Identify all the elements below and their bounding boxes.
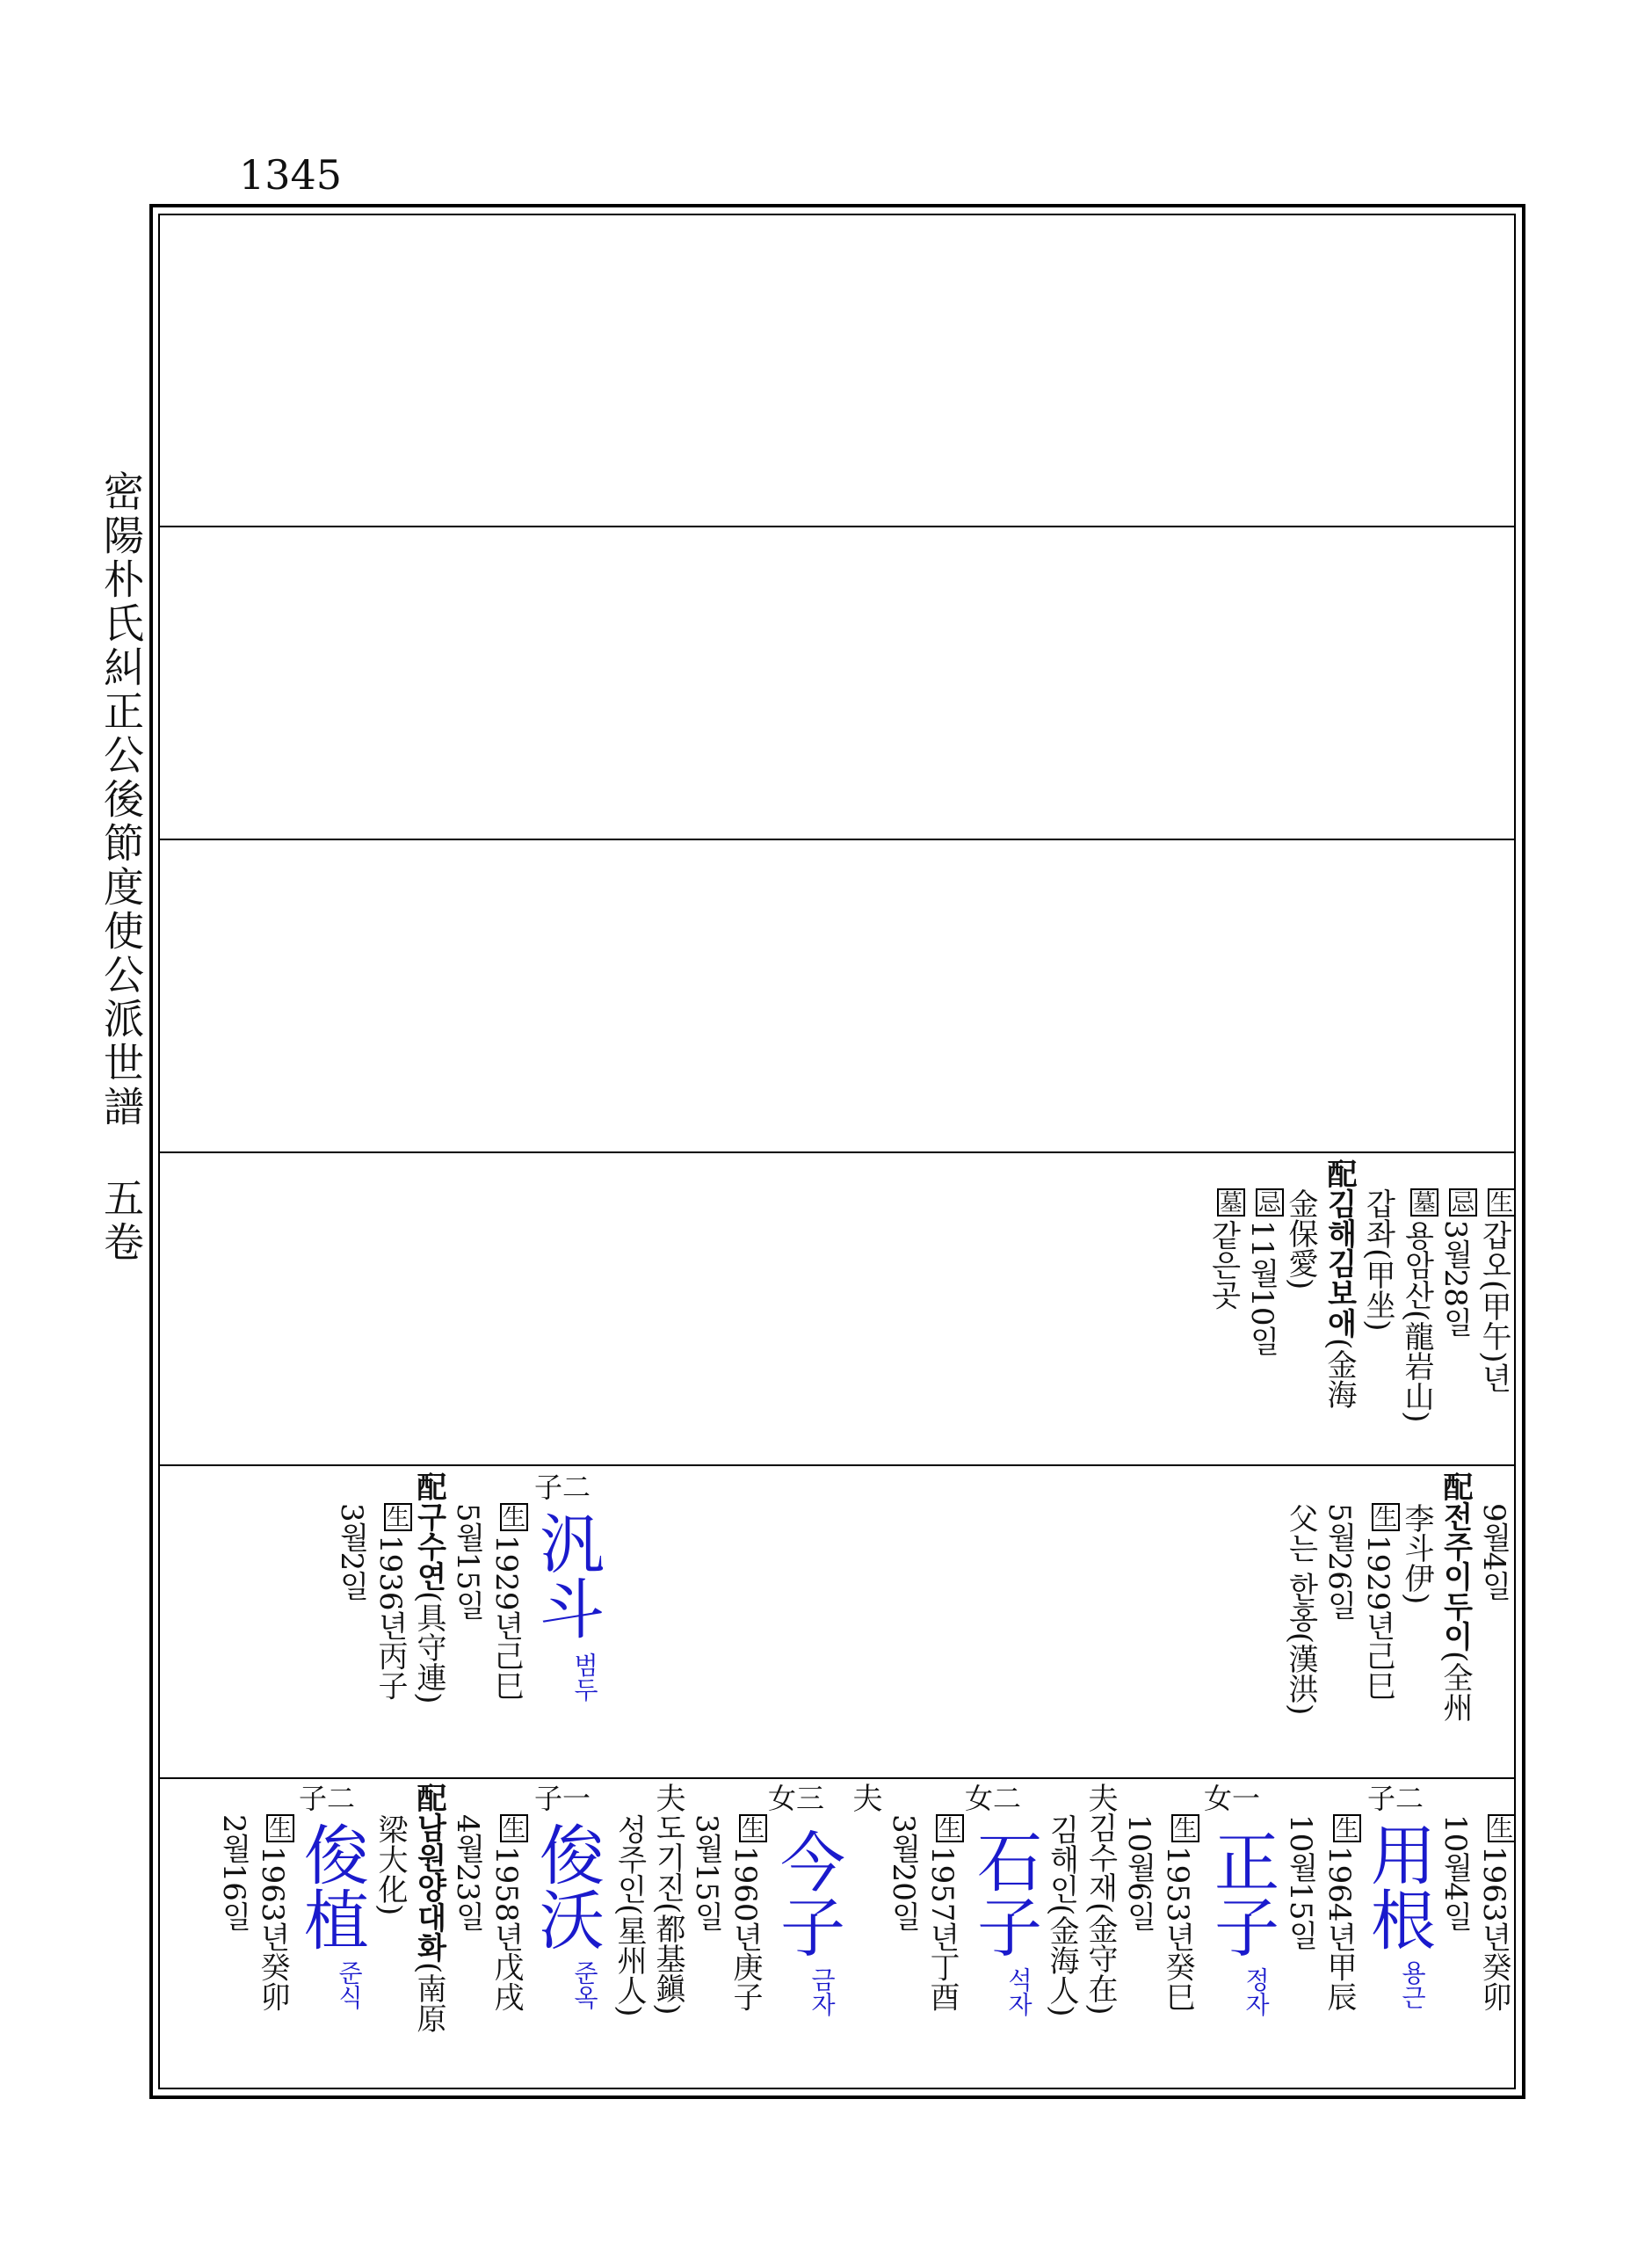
spine-volume: 五卷 xyxy=(98,1177,145,1265)
s5-son-birth-line: 生1929년己巳 xyxy=(489,1503,528,1701)
s6-p6-spouse-line: 配남원양대화(南原 xyxy=(411,1783,446,2034)
s6-p3-header: 女一 xyxy=(1204,1782,1261,1815)
s6-p4-birth-line: 生1957년丁酉 xyxy=(924,1814,964,2012)
s5-son-name: 汎斗 xyxy=(529,1510,605,1640)
spine-title-text: 密陽朴氏糾正公後節度使公派世譜 xyxy=(98,470,145,1130)
s6-p5-husband-origin: 성주인(星州人) xyxy=(612,1814,647,2017)
s6-p1-birth-date: 10월4일 xyxy=(1438,1814,1473,1931)
birth-mark: 生 xyxy=(266,1814,294,1842)
s6-p6-name: 俊沃 xyxy=(529,1821,605,1951)
birth-mark: 生 xyxy=(1488,1814,1516,1842)
section-divider-2 xyxy=(158,839,1516,840)
birth-mark: 生 xyxy=(500,1814,528,1842)
s6-p3-name: 正子 xyxy=(1204,1828,1279,1958)
s6-p4-husband: 夫 xyxy=(847,1783,882,1812)
s5-son-spouse-line: 配구수연(具守連) xyxy=(411,1471,446,1704)
s5-spouse-birth-date: 5월26일 xyxy=(1322,1503,1357,1620)
s6-p7-header: 子二 xyxy=(299,1782,356,1815)
s4-spouse-grave-line: 墓같은곳 xyxy=(1206,1188,1245,1310)
s6-p3-birth-line: 生1953년癸巳 xyxy=(1160,1814,1199,2012)
spouse-mark: 配 xyxy=(1438,1471,1473,1501)
s6-p2-birth-date: 10월15일 xyxy=(1283,1814,1318,1950)
s5-son-spouse-birth-line: 生1936년丙子 xyxy=(373,1503,412,1701)
s6-p4-reading: 석자 xyxy=(1004,1967,1033,2016)
section-divider-5 xyxy=(158,1777,1516,1779)
s4-orientation-line: 갑좌(甲坐) xyxy=(1360,1188,1395,1332)
s5-spouse-birth-line: 生1929년己巳 xyxy=(1360,1503,1400,1701)
s6-p2-header: 子二 xyxy=(1367,1782,1424,1815)
s6-p5-header: 女三 xyxy=(768,1782,825,1815)
s6-p1-birth-line: 生1963년癸卯 xyxy=(1476,1814,1516,2012)
s6-p3-husband: 夫김수재(金守在) xyxy=(1083,1783,1118,2016)
spouse-name: 남원양대화 xyxy=(411,1812,446,1962)
s6-p2-birth-line: 生1964년甲辰 xyxy=(1322,1814,1361,2012)
section-divider-4 xyxy=(158,1464,1516,1466)
spouse-mark: 配 xyxy=(411,1783,446,1812)
spouse-name: 김해김보애 xyxy=(1322,1188,1357,1338)
s6-p7-birth-line: 生1963년癸卯 xyxy=(255,1814,294,2012)
death-mark: 忌 xyxy=(1449,1188,1477,1217)
s4-death-line: 忌3월28일 xyxy=(1438,1188,1477,1337)
s6-p6-header: 子一 xyxy=(534,1782,591,1815)
birth-mark: 生 xyxy=(1171,1814,1199,1842)
s5-son-birth-date: 5월15일 xyxy=(450,1503,485,1620)
spouse-mark: 配 xyxy=(411,1471,446,1501)
s4-birth-line: 生갑오(甲午)년 xyxy=(1476,1188,1516,1393)
s6-p5-husband: 夫도기진(都基鎭) xyxy=(650,1783,685,2016)
s6-p2-name: 用根 xyxy=(1360,1821,1436,1951)
spouse-name: 전주이두이 xyxy=(1438,1501,1473,1651)
s6-p3-birth-date: 10월6일 xyxy=(1121,1814,1156,1931)
s4-grave-line: 墓용암산(龍岩山) xyxy=(1399,1188,1438,1423)
s6-p2-reading: 용근 xyxy=(1398,1960,1427,2009)
birth-mark: 生 xyxy=(936,1814,964,1842)
birth-mark: 生 xyxy=(384,1503,412,1531)
birth-mark: 生 xyxy=(739,1814,767,1842)
s4-spouse-death-line: 忌11월10일 xyxy=(1244,1188,1284,1356)
birth-mark: 生 xyxy=(1333,1814,1361,1842)
s6-p4-header: 女二 xyxy=(965,1782,1022,1815)
s6-p6-birth-date: 4월23일 xyxy=(450,1814,485,1931)
s5-date-line: 9월4일 xyxy=(1476,1503,1511,1602)
s6-p7-name: 俊植 xyxy=(293,1821,369,1951)
s5-son-header: 子二 xyxy=(534,1471,591,1504)
spouse-mark: 配 xyxy=(1322,1159,1357,1188)
page-number: 1345 xyxy=(239,151,343,199)
s6-p5-birth-date: 3월15일 xyxy=(689,1814,724,1931)
s6-p6-spouse-hanja: 梁大化) xyxy=(373,1814,408,1916)
s6-p5-reading: 금자 xyxy=(808,1967,837,2016)
s6-p4-name: 石子 xyxy=(967,1828,1042,1958)
s4-spouse-line: 配김해김보애(金海 xyxy=(1322,1159,1357,1410)
s6-p5-name: 今子 xyxy=(770,1828,845,1958)
grave-mark: 墓 xyxy=(1410,1188,1438,1217)
s6-p3-husband-origin: 김해인(金海人) xyxy=(1044,1814,1079,2017)
s6-p7-birth-date: 2월16일 xyxy=(216,1814,251,1931)
s5-spouse-hanja: 李斗伊) xyxy=(1399,1503,1434,1605)
s6-p7-reading: 준식 xyxy=(335,1960,364,2009)
s5-son-reading: 범두 xyxy=(570,1652,599,1702)
birth-mark: 生 xyxy=(500,1503,528,1531)
birth-mark: 生 xyxy=(1488,1188,1516,1217)
section-divider-3 xyxy=(158,1151,1516,1153)
spine-title xyxy=(98,470,144,1265)
s5-son-spouse-birth-date: 3월2일 xyxy=(334,1503,369,1602)
s5-spouse-line: 配전주이두이(全州 xyxy=(1438,1471,1473,1723)
s6-p3-reading: 정자 xyxy=(1242,1967,1271,2016)
birth-mark: 生 xyxy=(1372,1503,1400,1531)
s6-p6-reading: 준옥 xyxy=(570,1960,599,2009)
death-mark: 忌 xyxy=(1256,1188,1284,1217)
spouse-name: 구수연 xyxy=(411,1501,446,1591)
section-divider-1 xyxy=(158,526,1516,527)
grave-mark: 墓 xyxy=(1217,1188,1245,1217)
s6-p4-birth-date: 3월20일 xyxy=(886,1814,921,1931)
s6-p6-birth-line: 生1958년戊戌 xyxy=(489,1814,528,2012)
s6-p5-birth-line: 生1960년庚子 xyxy=(728,1814,767,2012)
s4-spouse-hanja: 金保愛) xyxy=(1283,1188,1318,1290)
s5-spouse-father: 父는 한홍(漢洪) xyxy=(1283,1503,1318,1716)
